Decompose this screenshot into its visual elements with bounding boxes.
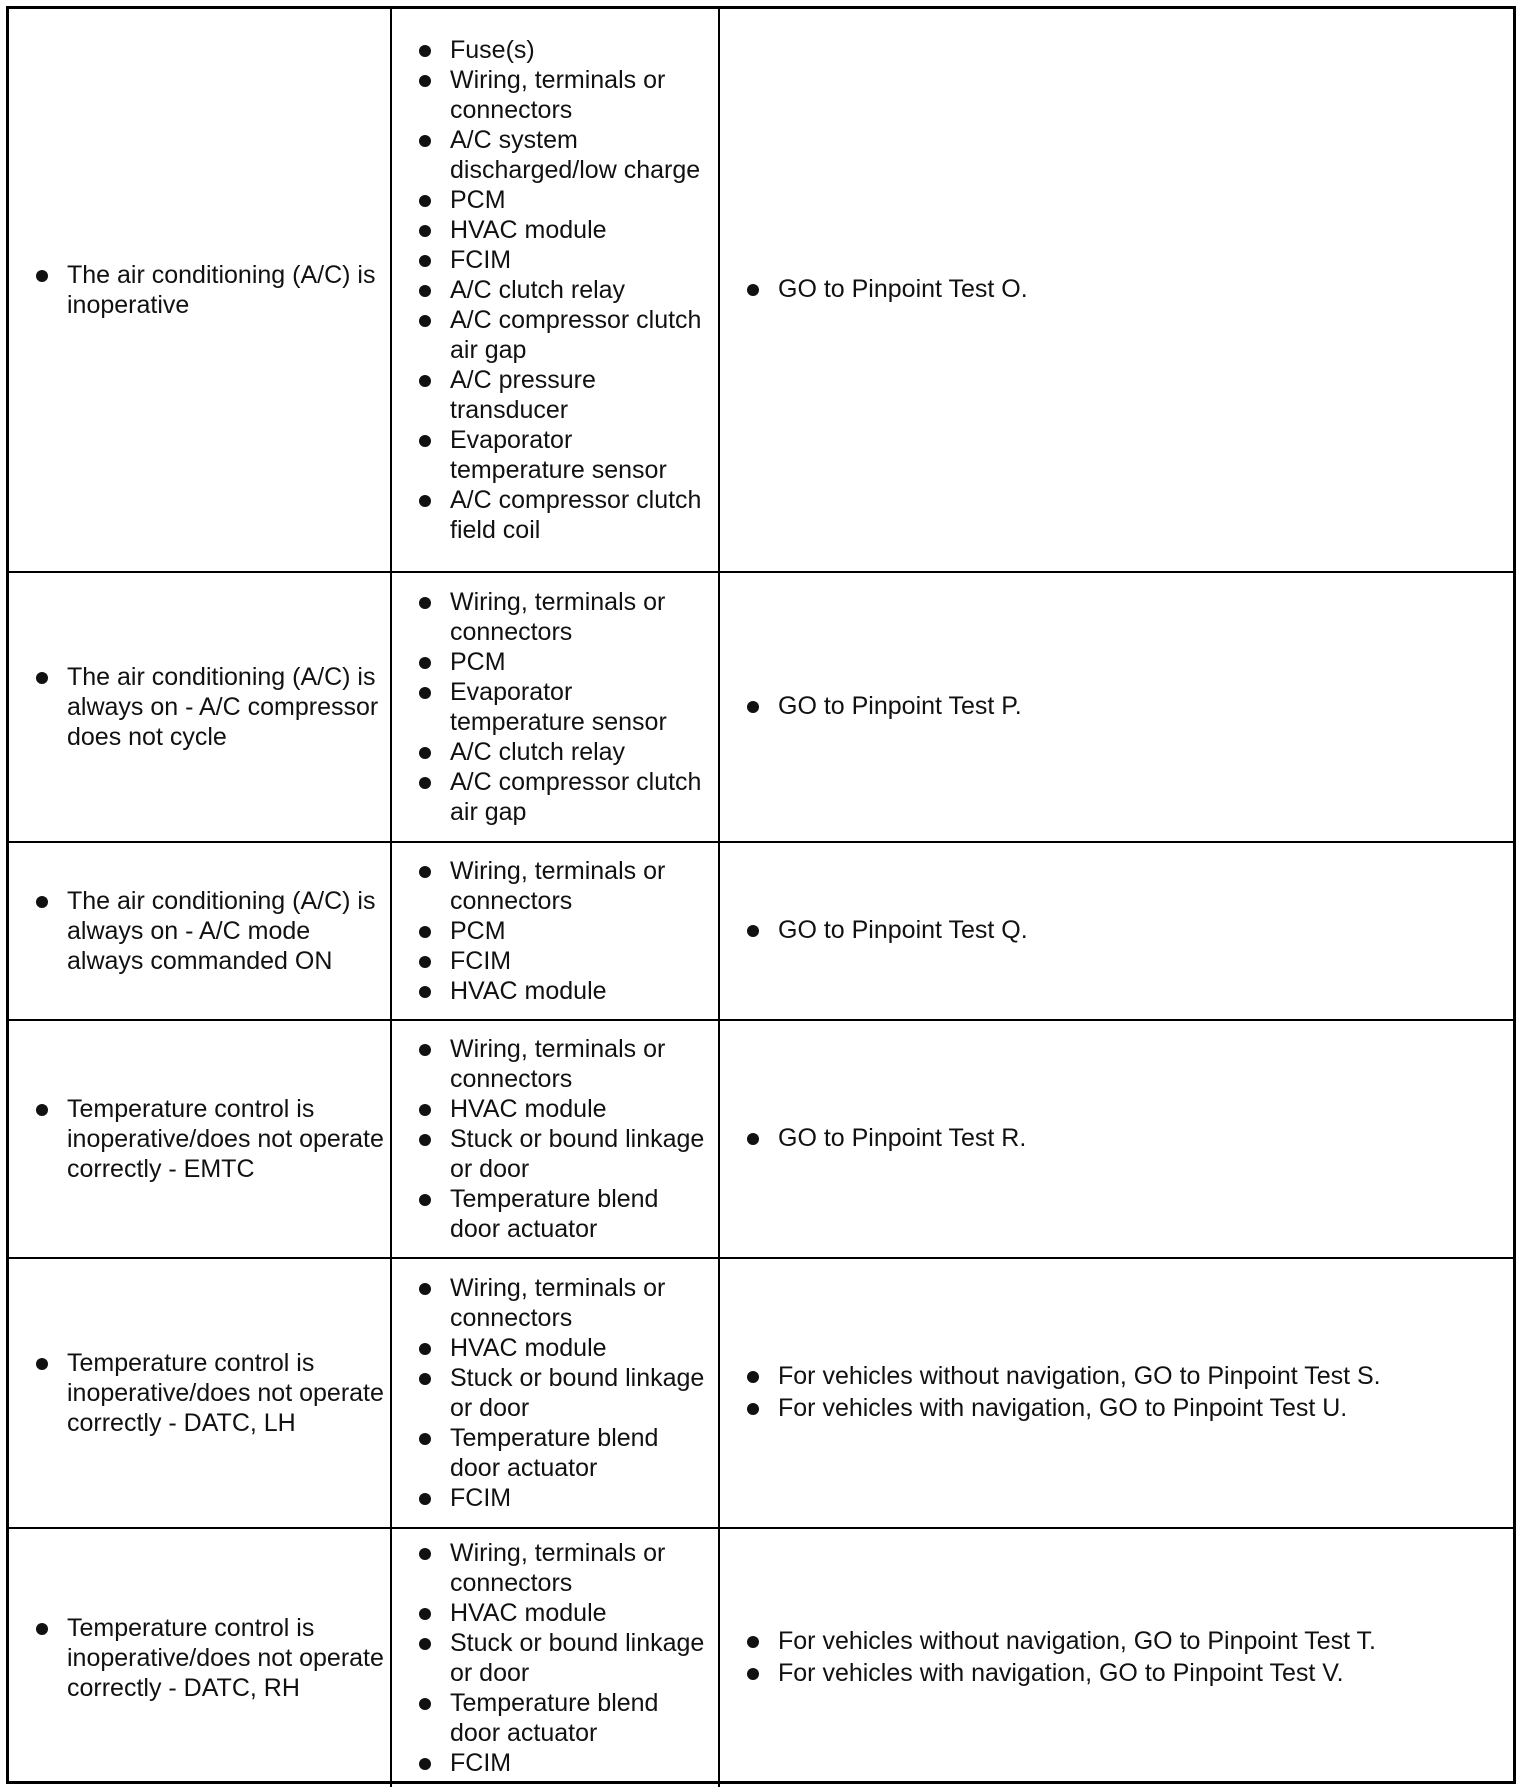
table-row bbox=[9, 9, 1513, 572]
symptom-text: Temperature control is inoperative/does not operate correctly - DATC, RH bbox=[67, 1614, 384, 1702]
list-item: A/C compressor clutch field coil bbox=[450, 485, 710, 545]
table-row bbox=[9, 572, 1513, 842]
symptom-text: The air conditioning (A/C) is always on - A/C compressor does not cycle bbox=[67, 662, 384, 752]
list-item: FCIM bbox=[450, 946, 710, 976]
action-text: For vehicles without navigation, GO to Pinpoint Test S. bbox=[778, 1361, 1501, 1391]
list-item: HVAC module bbox=[450, 1333, 710, 1363]
action-cell bbox=[719, 572, 1513, 842]
table-row bbox=[9, 842, 1513, 1020]
possible-source-cell bbox=[391, 1258, 719, 1528]
list-item: Temperature blend door actuator bbox=[450, 1688, 710, 1748]
symptom-table bbox=[9, 9, 1513, 1787]
list-item: HVAC module bbox=[450, 1598, 710, 1628]
possible-source-cell bbox=[391, 842, 719, 1020]
list-item: PCM bbox=[450, 185, 710, 215]
action-text: For vehicles with navigation, GO to Pinpoint Test U. bbox=[778, 1393, 1501, 1423]
list-item: HVAC module bbox=[450, 215, 710, 245]
list-item: Stuck or bound linkage or door bbox=[450, 1124, 710, 1184]
list-item: Stuck or bound linkage or door bbox=[450, 1628, 710, 1688]
symptom-text: The air conditioning (A/C) is inoperative bbox=[67, 260, 384, 320]
action-text: GO to Pinpoint Test Q. bbox=[778, 915, 1501, 945]
action-cell bbox=[719, 1020, 1513, 1258]
symptom-cell bbox=[9, 1258, 391, 1528]
symptom-cell bbox=[9, 1020, 391, 1258]
symptom-cell bbox=[9, 9, 391, 572]
list-item: PCM bbox=[450, 916, 710, 946]
action-cell bbox=[719, 9, 1513, 572]
list-item: A/C pressure transducer bbox=[450, 365, 710, 425]
action-cell bbox=[719, 1528, 1513, 1787]
list-item: Temperature blend door actuator bbox=[450, 1184, 710, 1244]
list-item: Evaporator temperature sensor bbox=[450, 677, 710, 737]
list-item: Wiring, terminals or connectors bbox=[450, 1273, 710, 1333]
list-item: FCIM bbox=[450, 1483, 710, 1513]
list-item: HVAC module bbox=[450, 1094, 710, 1124]
list-item: A/C clutch relay bbox=[450, 737, 710, 767]
list-item: Fuse(s) bbox=[450, 35, 710, 65]
possible-source-cell bbox=[391, 1528, 719, 1787]
symptom-chart bbox=[6, 6, 1516, 1784]
list-item: FCIM bbox=[450, 1748, 710, 1778]
possible-source-cell bbox=[391, 1020, 719, 1258]
table-row bbox=[9, 1528, 1513, 1787]
possible-source-cell bbox=[391, 9, 719, 572]
symptom-text: The air conditioning (A/C) is always on - A/C mode always commanded ON bbox=[67, 886, 384, 976]
action-text: GO to Pinpoint Test R. bbox=[778, 1123, 1501, 1153]
table-row bbox=[9, 1258, 1513, 1528]
list-item: A/C clutch relay bbox=[450, 275, 710, 305]
list-item: Wiring, terminals or connectors bbox=[450, 1538, 710, 1598]
list-item: A/C compressor clutch air gap bbox=[450, 305, 710, 365]
action-text: For vehicles without navigation, GO to Pinpoint Test T. bbox=[778, 1626, 1501, 1656]
list-item: A/C system discharged/low charge bbox=[450, 125, 710, 185]
list-item: PCM bbox=[450, 647, 710, 677]
action-text: GO to Pinpoint Test P. bbox=[778, 691, 1501, 721]
symptom-cell bbox=[9, 1528, 391, 1787]
symptom-cell bbox=[9, 572, 391, 842]
table-row bbox=[9, 1020, 1513, 1258]
list-item: Wiring, terminals or connectors bbox=[450, 856, 710, 916]
list-item: A/C compressor clutch air gap bbox=[450, 767, 710, 827]
list-item: Wiring, terminals or connectors bbox=[450, 587, 710, 647]
symptom-cell bbox=[9, 842, 391, 1020]
list-item: HVAC module bbox=[450, 976, 710, 1006]
possible-source-cell bbox=[391, 572, 719, 842]
action-cell bbox=[719, 842, 1513, 1020]
list-item: Wiring, terminals or connectors bbox=[450, 1034, 710, 1094]
list-item: FCIM bbox=[450, 245, 710, 275]
action-text: GO to Pinpoint Test O. bbox=[778, 274, 1501, 304]
action-cell bbox=[719, 1258, 1513, 1528]
list-item: Wiring, terminals or connectors bbox=[450, 65, 710, 125]
list-item: Stuck or bound linkage or door bbox=[450, 1363, 710, 1423]
action-text: For vehicles with navigation, GO to Pinpoint Test V. bbox=[778, 1658, 1501, 1688]
list-item: Temperature blend door actuator bbox=[450, 1423, 710, 1483]
list-item: Evaporator temperature sensor bbox=[450, 425, 710, 485]
symptom-text: Temperature control is inoperative/does not operate correctly - DATC, LH bbox=[67, 1349, 384, 1437]
symptom-text: Temperature control is inoperative/does not operate correctly - EMTC bbox=[67, 1095, 384, 1183]
